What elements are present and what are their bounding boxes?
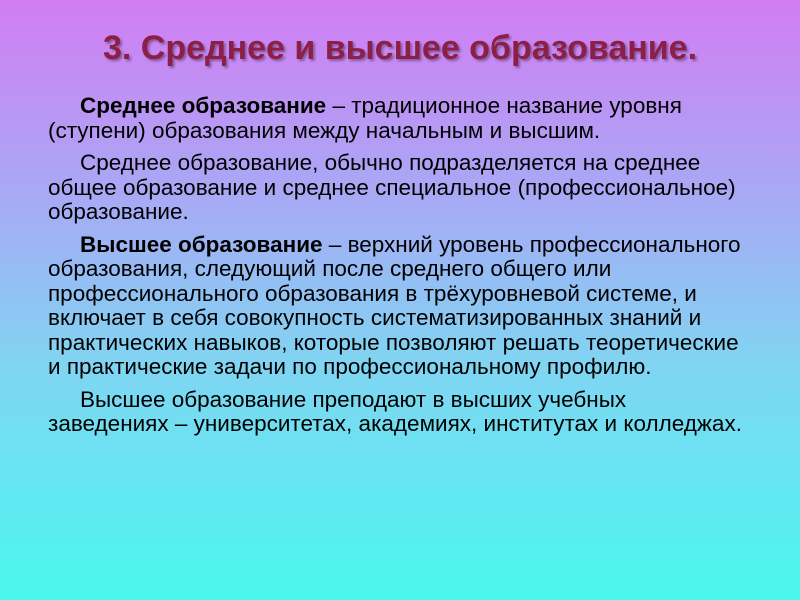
slide-title: 3. Среднее и высшее образование. (102, 29, 698, 67)
paragraph-higher-education-institutions (48, 388, 748, 437)
paragraph-text: – традиционное название уровня (ступени) образования между начальным и высшим. (48, 93, 682, 143)
paragraph-text: – верхний уровень профессионального образования, следующий после среднего общего или профессионального образования в трёхуровневой системе, и включает в себя совокупность систематизированных знаний и практических навыков, которые позволяют решать теоретические и практические задачи по профессиональному профилю. (48, 231, 741, 379)
paragraph-higher-education-definition (48, 233, 748, 380)
term-secondary-education: Среднее образование (80, 93, 327, 118)
term-higher-education: Высшее образование (80, 231, 323, 257)
slide-body (48, 94, 748, 445)
paragraph-secondary-education-definition (48, 94, 748, 143)
paragraph-secondary-education-types (48, 151, 748, 225)
paragraph-text: Среднее образование, обычно подразделяется на среднее общее образование и среднее специальное (профессиональное) образование. (48, 150, 736, 224)
paragraph-text: Высшее образование преподают в высших учебных заведениях – университетах, академиях, институтах и колледжах. (48, 386, 742, 436)
